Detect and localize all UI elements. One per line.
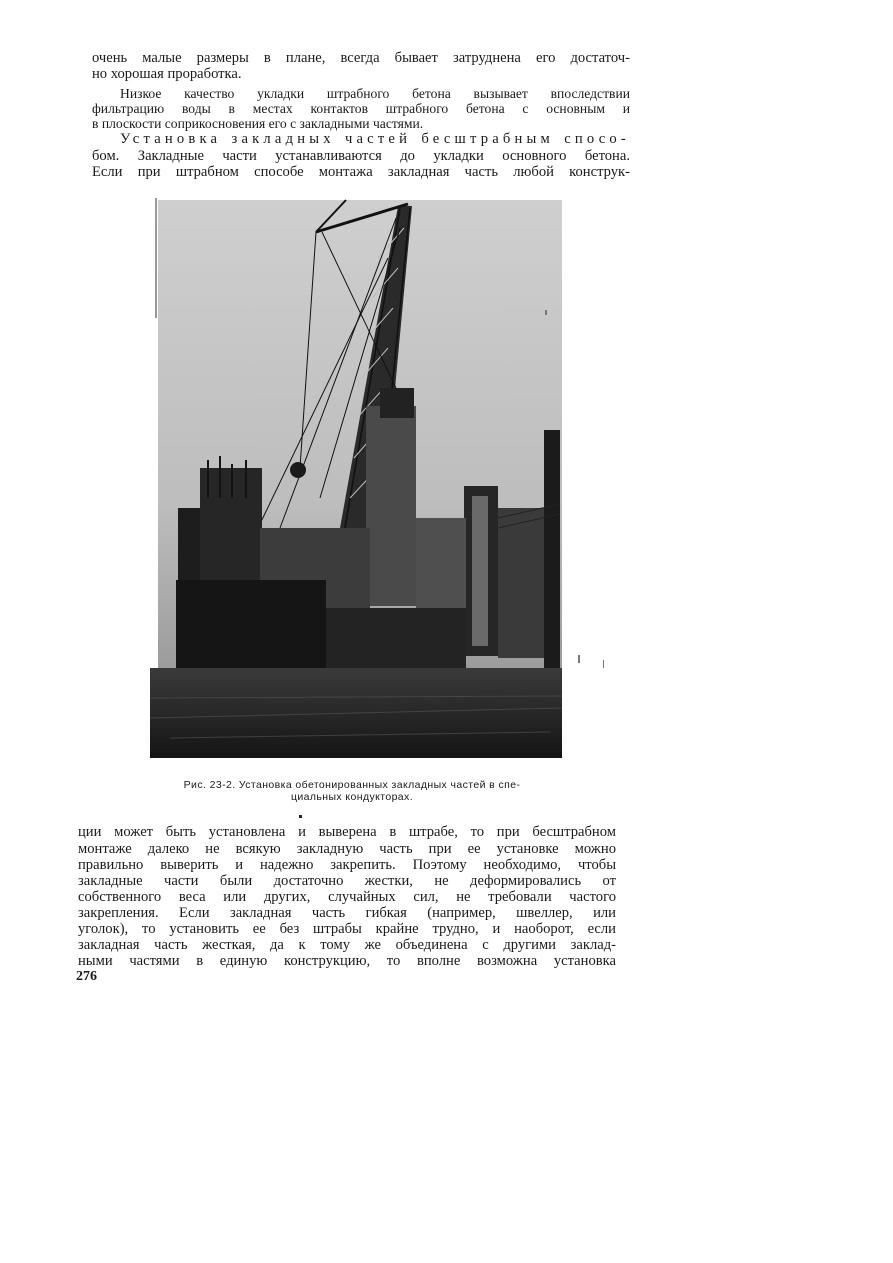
text-line: закрепления. Если закладная часть гибкая (например, швеллер, или [78,905,616,921]
text-line: собственного веса или других, случайных сил, не требовали частого [78,889,616,905]
text-line: но хорошая проработка. [92,66,242,82]
text-line: ции может быть установлена и выверена в штрабе, то при бесштрабном [78,824,616,840]
scan-speck [299,815,302,818]
text-line: закладная часть жесткая, да к тому же объединена с другими заклад- [78,937,616,953]
text-line: ными частями в единую конструкцию, то вполне возможна установка [78,953,616,969]
page-number: 276 [76,969,97,984]
section-heading-line: Установка закладных частей бесштрабным спосо- [120,131,630,147]
text-line: уголок), то установить ее без штрабы крайне трудно, и наоборот, если [78,921,616,937]
text-line: очень малые размеры в плане, всегда бывает затруднена его достаточ- [92,50,630,66]
figure-caption-line: Рис. 23-2. Установка обетонированных закладных частей в спе- [183,779,521,791]
text-line: закладные части были достаточно жестки, не деформировались от [78,873,616,889]
text-line: Низкое качество укладки штрабного бетона вызывает впоследствии [120,86,630,101]
text-line: бом. Закладные части устанавливаются до укладки основного бетона. [92,148,630,164]
scan-speck [578,655,580,663]
text-line: фильтрацию воды в местах контактов штрабного бетона с основным и [92,101,630,116]
scan-speck [545,310,547,315]
text-line: Если при штрабном способе монтажа закладная часть любой конструк- [92,164,630,180]
text-line: в плоскости соприкосновения его с закладными частями. [92,116,424,131]
construction-photo [150,198,564,758]
text-line: правильно выверить и надежно закрепить. Поэтому необходимо, чтобы [78,857,616,873]
figure-caption-line: циальных кондукторах. [290,791,414,803]
text-line: монтаже далеко не всякую закладную часть при ее установке можно [78,841,616,857]
scan-speck [603,660,604,668]
